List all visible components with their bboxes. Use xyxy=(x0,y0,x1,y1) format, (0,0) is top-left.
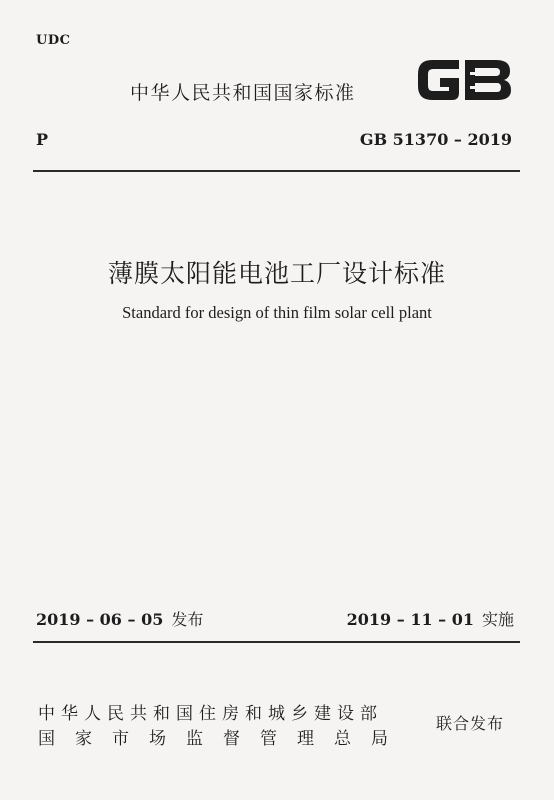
implementation-label: 实施 xyxy=(481,610,514,629)
divider-top xyxy=(33,170,520,172)
issue-date-line xyxy=(36,607,203,630)
issue-date: 2019 – 06 – 05 xyxy=(36,610,164,629)
joint-issue-label: 联合发布 xyxy=(436,714,505,733)
issuer-line-1: 中华人民共和国住房和城乡建设部 xyxy=(38,704,383,724)
udc-label: UDC xyxy=(36,33,71,48)
title-english: Standard for design of thin film solar cell plant xyxy=(122,303,432,322)
national-standard-heading: 中华人民共和国国家标准 xyxy=(130,82,356,104)
issuer-line-2: 国家市场监督管理总局 xyxy=(38,729,408,749)
implementation-date: 2019 – 11 – 01 xyxy=(346,610,474,629)
category-code: P xyxy=(36,130,49,149)
standard-number: GB 51370 – 2019 xyxy=(359,130,512,149)
title-chinese: 薄膜太阳能电池工厂设计标准 xyxy=(107,259,446,288)
divider-bottom xyxy=(33,641,520,643)
issue-label: 发布 xyxy=(171,610,204,629)
gb-logo xyxy=(412,50,516,110)
implementation-date-line xyxy=(347,607,514,630)
